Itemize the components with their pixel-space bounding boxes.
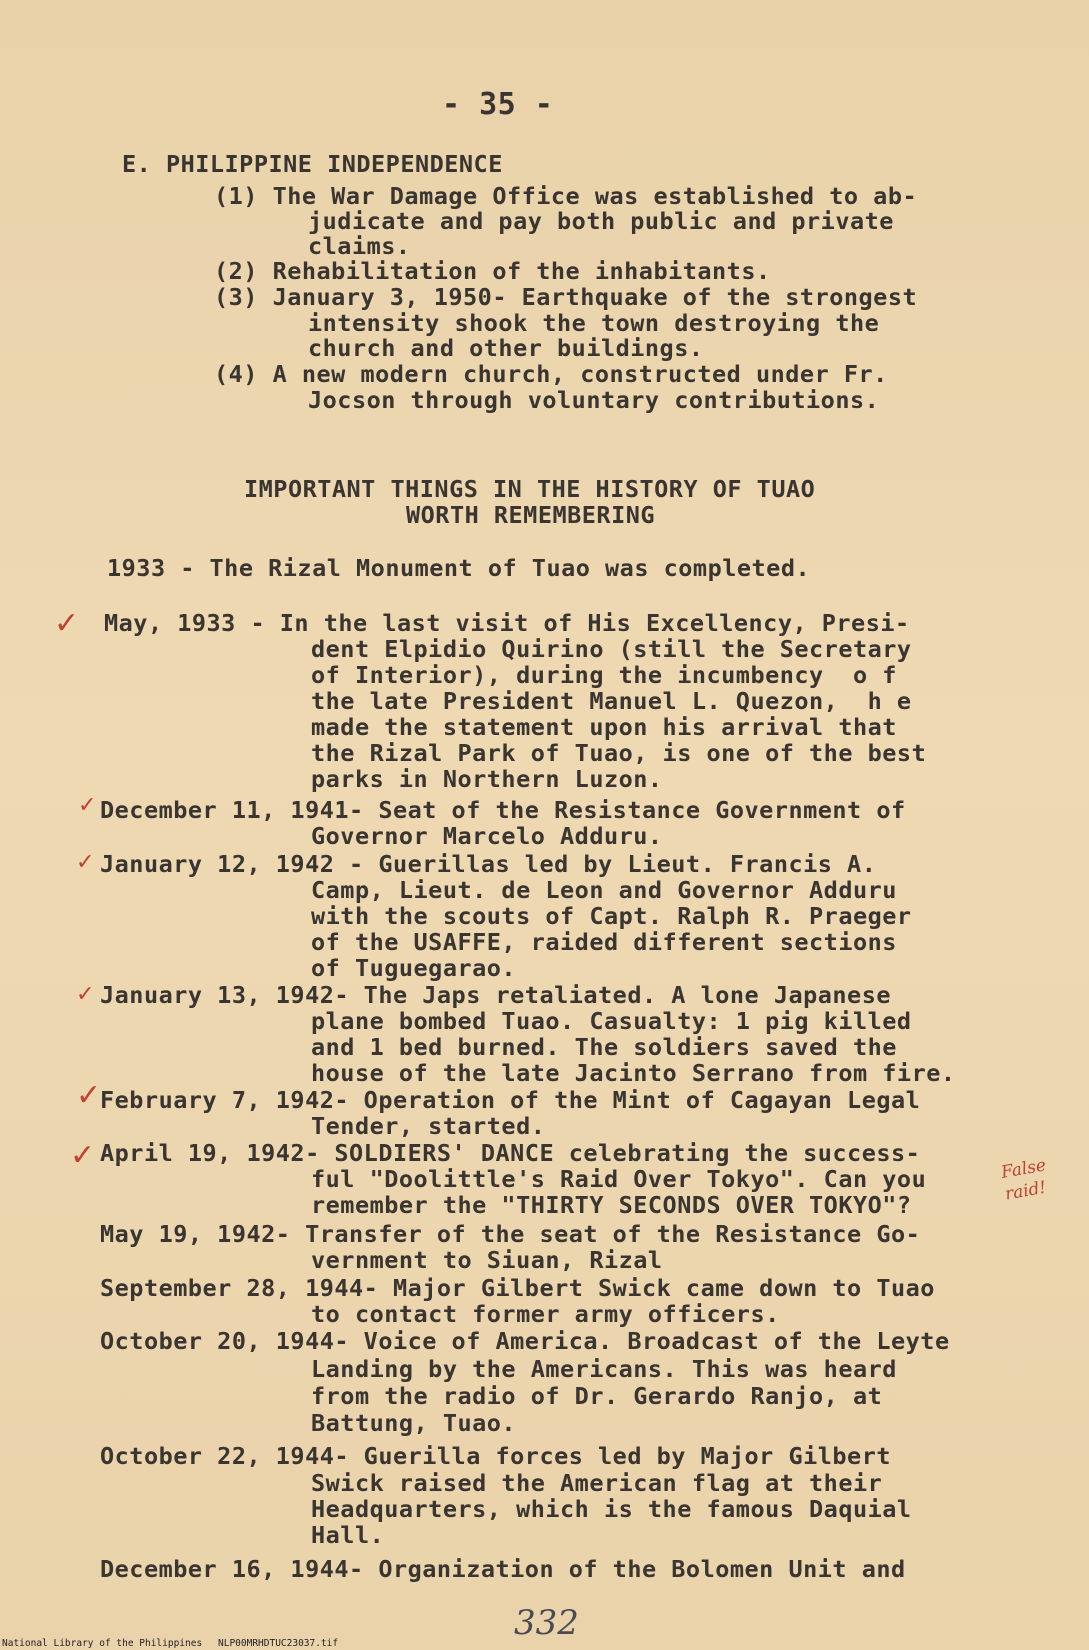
timeline-entry-line: Swick raised the American flag at their bbox=[311, 1469, 883, 1497]
timeline-entry-line: Hall. bbox=[311, 1521, 385, 1549]
check-mark-icon: ✓ bbox=[54, 606, 80, 641]
page-number: - 35 - bbox=[442, 87, 554, 122]
check-mark-icon: ✓ bbox=[78, 793, 97, 818]
section-heading: E. PHILIPPINE INDEPENDENCE bbox=[122, 150, 503, 178]
check-mark-icon: ✓ bbox=[70, 1138, 96, 1173]
list-item-line: (4) A new modern church, constructed under Fr. bbox=[214, 360, 888, 388]
list-item-line: church and other buildings. bbox=[308, 334, 704, 362]
check-mark-icon: ✓ bbox=[76, 1078, 102, 1113]
timeline-entry-line: Camp, Lieut. de Leon and Governor Adduru bbox=[311, 876, 897, 904]
handwritten-number: 332 bbox=[514, 1603, 579, 1643]
timeline-entry: September 28, 1944- Major Gilbert Swick came down to Tuao bbox=[100, 1274, 935, 1302]
list-item-line: (1) The War Damage Office was established to ab- bbox=[214, 182, 918, 210]
list-item-line: Jocson through voluntary contributions. bbox=[308, 386, 880, 414]
document-title: IMPORTANT THINGS IN THE HISTORY OF TUAO bbox=[244, 475, 816, 503]
timeline-entry: October 22, 1944- Guerilla forces led by Major Gilbert bbox=[100, 1442, 892, 1470]
check-mark-icon: ✓ bbox=[76, 850, 95, 875]
timeline-entry-line: remember the "THIRTY SECONDS OVER TOKYO"? bbox=[311, 1191, 912, 1219]
timeline-entry: December 11, 1941- Seat of the Resistance Government of bbox=[100, 796, 906, 824]
timeline-entry: May, 1933 - In the last visit of His Excellency, Presi- bbox=[104, 609, 910, 637]
list-item-line: (2) Rehabilitation of the inhabitants. bbox=[214, 257, 771, 285]
timeline-entry: May 19, 1942- Transfer of the seat of the Resistance Go- bbox=[100, 1220, 921, 1248]
timeline-entry-line: from the radio of Dr. Gerardo Ranjo, at bbox=[311, 1382, 883, 1410]
list-item-line: (3) January 3, 1950- Earthquake of the strongest bbox=[214, 283, 918, 311]
timeline-entry-line: vernment to Siuan, Rizal bbox=[311, 1246, 663, 1274]
timeline-entry-line: house of the late Jacinto Serrano from fire. bbox=[311, 1059, 956, 1087]
timeline-entry-line: with the scouts of Capt. Ralph R. Praeger bbox=[311, 902, 912, 930]
margin-note-line: False bbox=[999, 1155, 1048, 1183]
list-item-line: intensity shook the town destroying the bbox=[308, 309, 880, 337]
list-item-line: claims. bbox=[308, 232, 411, 260]
timeline-entry-line: Governor Marcelo Adduru. bbox=[311, 822, 663, 850]
timeline-entry-line: Headquarters, which is the famous Daquial bbox=[311, 1495, 912, 1523]
timeline-entry: February 7, 1942- Operation of the Mint of Cagayan Legal bbox=[100, 1086, 921, 1114]
margin-note bbox=[1000, 1154, 1052, 1205]
footer-library: National Library of the Philippines bbox=[2, 1638, 203, 1649]
timeline-entry-line: made the statement upon his arrival that bbox=[311, 713, 897, 741]
timeline-entry-line: Tender, started. bbox=[311, 1112, 546, 1140]
timeline-entry-line: Landing by the Americans. This was heard bbox=[311, 1355, 897, 1383]
timeline-entry: January 13, 1942- The Japs retaliated. A lone Japanese bbox=[100, 981, 892, 1009]
timeline-entry: October 20, 1944- Voice of America. Broadcast of the Leyte bbox=[100, 1327, 950, 1355]
timeline-entry-line: to contact former army officers. bbox=[311, 1300, 780, 1328]
timeline-entry-line: of the USAFFE, raided different sections bbox=[311, 928, 897, 956]
timeline-entry-line: ful "Doolittle's Raid Over Tokyo". Can you bbox=[311, 1165, 927, 1193]
check-mark-icon: ✓ bbox=[76, 982, 95, 1007]
timeline-entry-line: dent Elpidio Quirino (still the Secretary bbox=[311, 635, 912, 663]
footer-filename: NLP00MRHDTUC23037.tif bbox=[218, 1638, 339, 1649]
document-subtitle: WORTH REMEMBERING bbox=[406, 501, 656, 529]
timeline-entry: December 16, 1944- Organization of the Bolomen Unit and bbox=[100, 1555, 906, 1583]
list-item-line: judicate and pay both public and private bbox=[308, 207, 894, 235]
timeline-entry-line: Battung, Tuao. bbox=[311, 1409, 517, 1437]
timeline-entry-line: of Interior), during the incumbency o f bbox=[311, 661, 897, 689]
timeline-entry-line: the Rizal Park of Tuao, is one of the best bbox=[311, 739, 927, 767]
timeline-entry-line: and 1 bed burned. The soldiers saved the bbox=[311, 1033, 897, 1061]
margin-note-line: raid! bbox=[1003, 1177, 1048, 1205]
timeline-entry: April 19, 1942- SOLDIERS' DANCE celebrating the success- bbox=[100, 1139, 921, 1167]
timeline-entry: January 12, 1942 - Guerillas led by Lieut. Francis A. bbox=[100, 850, 877, 878]
timeline-entry-line: of Tuguegarao. bbox=[311, 954, 517, 982]
timeline-entry: 1933 - The Rizal Monument of Tuao was completed. bbox=[107, 554, 811, 582]
timeline-entry-line: parks in Northern Luzon. bbox=[311, 765, 663, 793]
timeline-entry-line: the late President Manuel L. Quezon, h e bbox=[311, 687, 912, 715]
timeline-entry-line: plane bombed Tuao. Casualty: 1 pig killed bbox=[311, 1007, 912, 1035]
